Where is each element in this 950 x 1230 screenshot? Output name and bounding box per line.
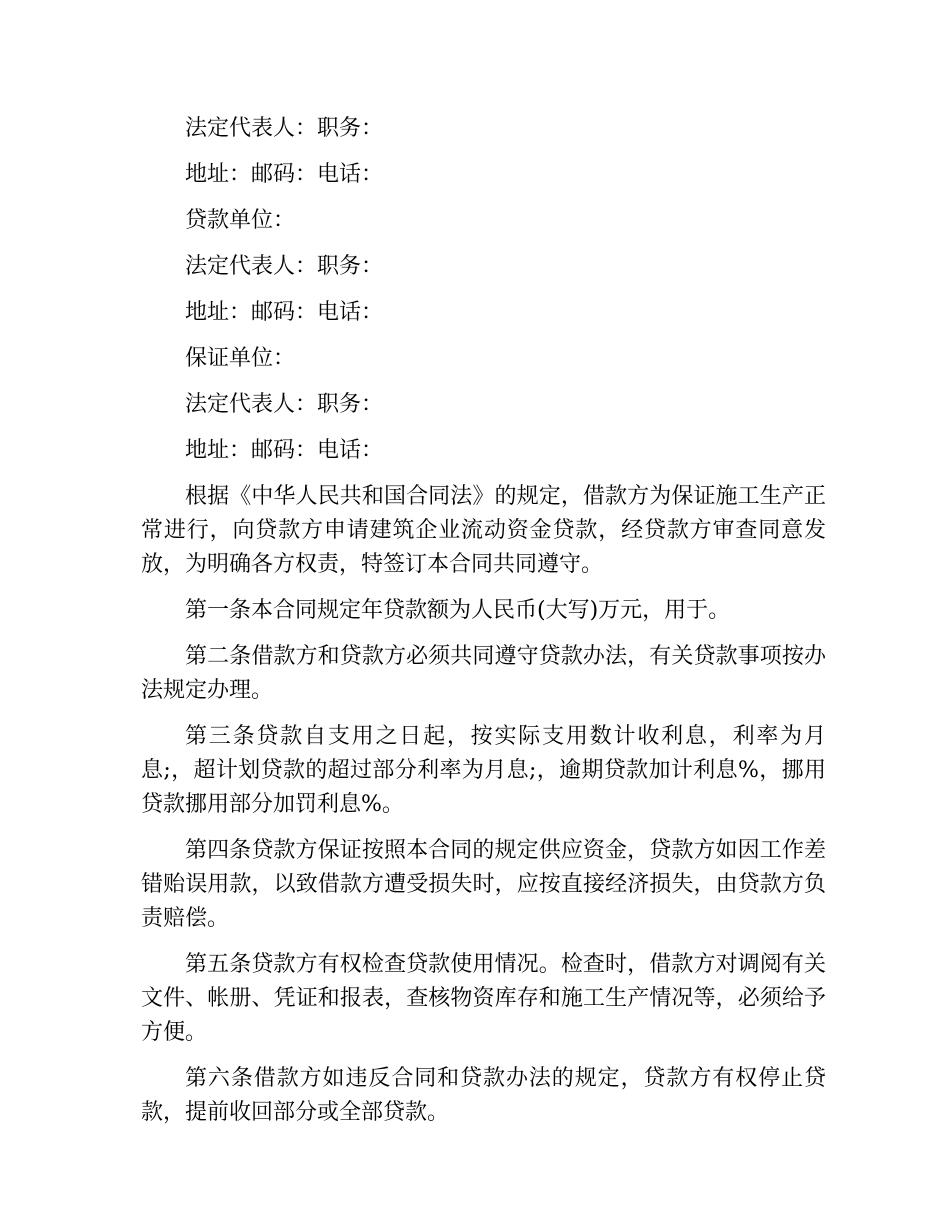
lender-representative-line: 法定代表人：职务： bbox=[185, 254, 384, 279]
article-2: 第二条借款方和贷款方必须共同遵守贷款办法，有关贷款事项按办法规定办理。 bbox=[141, 644, 826, 703]
guarantor-representative-line: 法定代表人：职务： bbox=[185, 392, 384, 417]
lender-unit-line: 贷款单位： bbox=[185, 208, 296, 233]
guarantor-unit-line: 保证单位： bbox=[185, 346, 296, 371]
document-body bbox=[141, 112, 826, 1142]
article-1: 第一条本合同规定年贷款额为人民币(大写)万元，用于。 bbox=[185, 598, 731, 623]
guarantor-address-line: 地址：邮码：电话： bbox=[185, 438, 384, 463]
article-3: 第三条贷款自支用之日起，按实际支用数计收利息，利率为月息;，超计划贷款的超过部分利率为月息;，逾期贷款加计利息%，挪用贷款挪用部分加罚利息%。 bbox=[141, 724, 826, 817]
lender-address-line: 地址：邮码：电话： bbox=[185, 300, 384, 325]
borrower-representative-line: 法定代表人：职务： bbox=[185, 116, 384, 141]
preamble-paragraph: 根据《中华人民共和国合同法》的规定，借款方为保证施工生产正常进行，向贷款方申请建筑企业流动资金贷款，经贷款方审查同意发放，为明确各方权责，特签订本合同共同遵守。 bbox=[141, 484, 826, 577]
borrower-address-line: 地址：邮码：电话： bbox=[185, 162, 384, 187]
article-4: 第四条贷款方保证按照本合同的规定供应资金，贷款方如因工作差错贻误用款，以致借款方遭受损失时，应按直接经济损失，由贷款方负责赔偿。 bbox=[141, 838, 826, 931]
article-5: 第五条贷款方有权检查贷款使用情况。检查时，借款方对调阅有关文件、帐册、凭证和报表，查核物资库存和施工生产情况等，必须给予方便。 bbox=[141, 952, 826, 1045]
article-6: 第六条借款方如违反合同和贷款办法的规定，贷款方有权停止贷款，提前收回部分或全部贷款。 bbox=[141, 1066, 826, 1125]
